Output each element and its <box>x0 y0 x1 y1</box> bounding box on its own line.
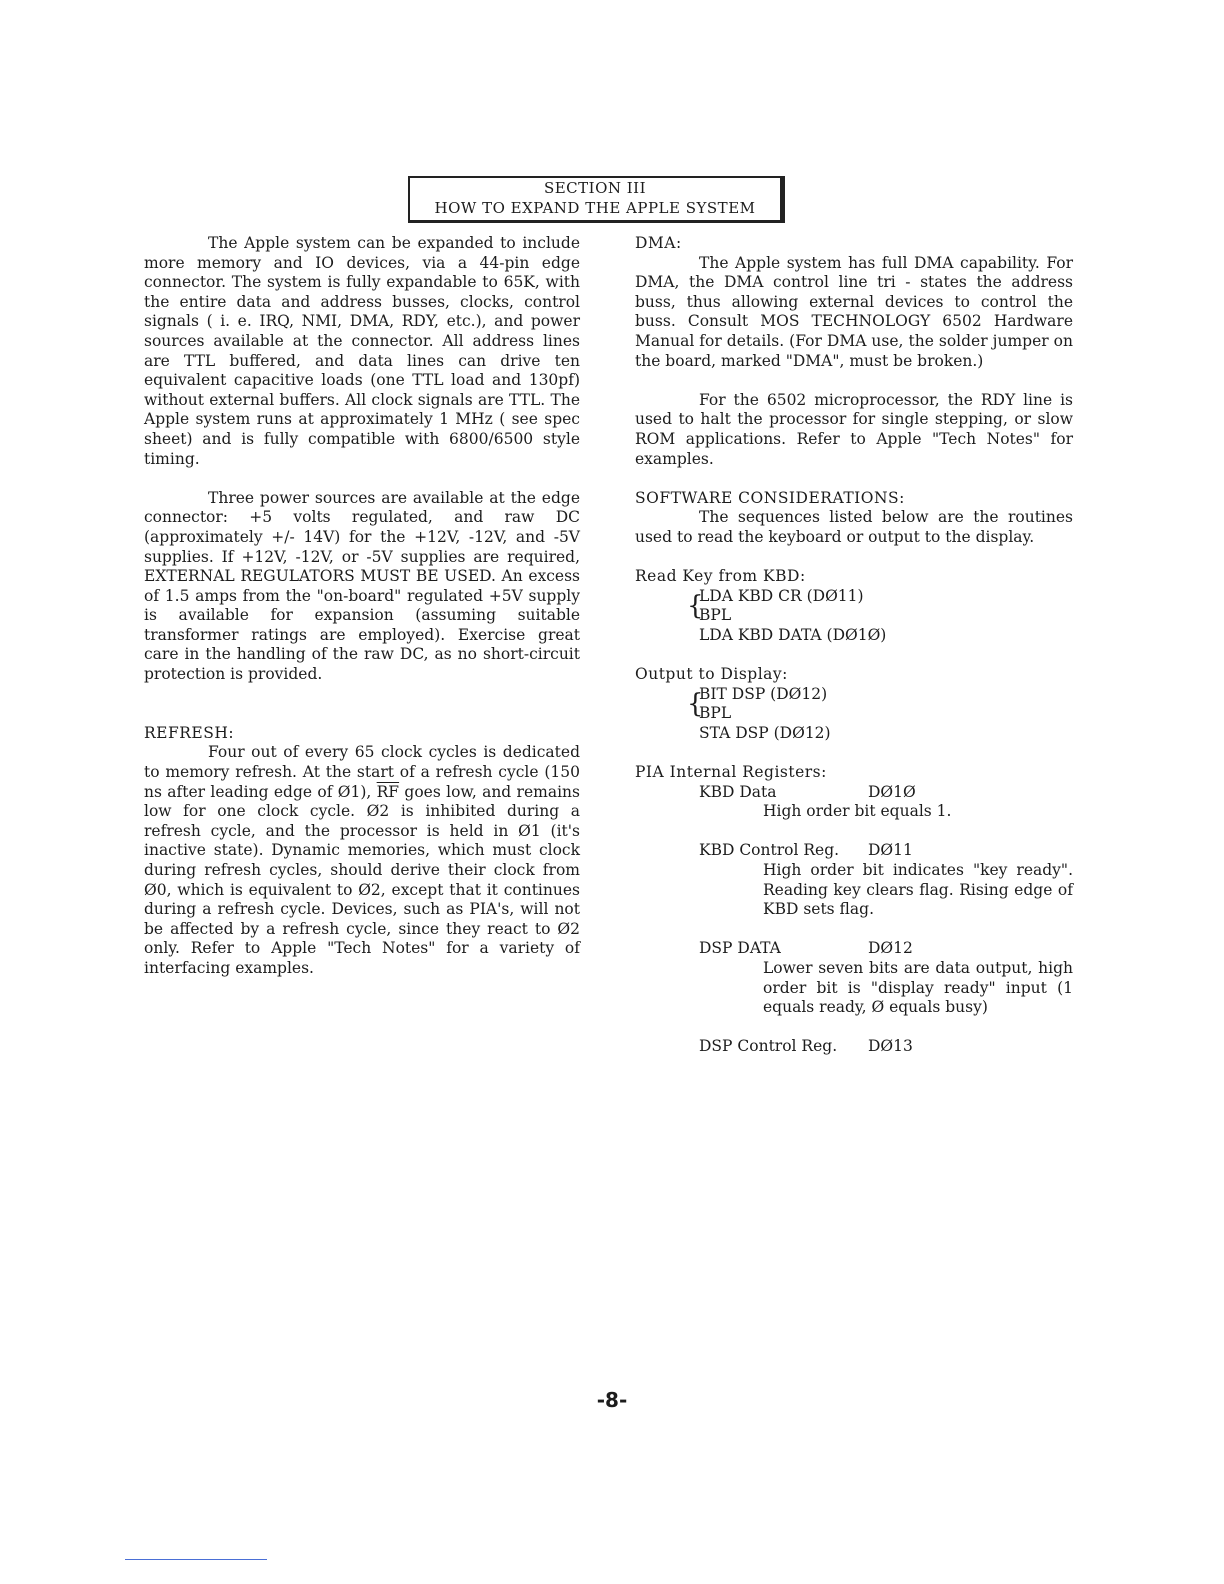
refresh-text-b: goes low, and remains low for one clock cycle. Ø2 is inhibited during a refresh cycle, and the processor is held in Ø1 (it's inactive state). Dynamic memories, which must clock during refresh cycles, should derive their clock from Ø0, which is equivalent to Ø2, except that it continues during a refresh cycle. Devices, such as PIA's, will not be affected by a refresh cycle, since they react to Ø2 only. Refer to Apple "Tech Notes" for a variety of interfacing examples. <box>144 782 580 977</box>
software-heading: SOFTWARE CONSIDERATIONS: <box>635 488 905 507</box>
left-column <box>144 234 580 979</box>
section-header-box <box>408 176 785 223</box>
register-description: High order bit equals 1. <box>763 802 952 821</box>
dma-paragraph: The Apple system has full DMA capability. For DMA, the DMA control line tri - states the address buss, thus allowing external devices to control the buss. Consult MOS TECHNOLOGY 6502 Hardware Manual for details. (For DMA use, the solder jumper on the board, marked "DMA", must be broken.) <box>635 253 1073 370</box>
register-entry <box>635 841 1073 919</box>
refresh-paragraph <box>144 743 580 978</box>
register-name: KBD Data <box>699 782 777 801</box>
register-entry <box>635 939 1073 1017</box>
register-address: DØ12 <box>868 939 913 958</box>
intro-paragraph: The Apple system can be expanded to include more memory and IO devices, via a 44-pin edge connector. The system is fully expandable to 65K, with the entire data and address busses, clocks, control signals ( i. e. IRQ, NMI, DMA, RDY, etc.), and power sources available at the connector. All address lines are TTL buffered, and data lines can drive ten equivalent capacitive loads (one TTL load and 130pf) without external buffers. All clock signals are TTL. The Apple system runs at approximately 1 MHz ( see spec sheet) and is fully compatible with 6800/6500 style timing. <box>144 234 580 468</box>
register-name: KBD Control Reg. <box>699 841 840 860</box>
register-name: DSP DATA <box>699 939 781 958</box>
rdy-paragraph: For the 6502 microprocessor, the RDY line is used to halt the processor for single stepping, or slow ROM applications. Refer to Apple "Tech Notes" for examples. <box>635 390 1073 468</box>
register-entry <box>635 783 1073 822</box>
register-entry <box>635 1037 1073 1057</box>
output-heading: Output to Display: <box>635 665 788 684</box>
section-title: HOW TO EXPAND THE APPLE SYSTEM <box>434 199 756 217</box>
read-key-code <box>635 587 1073 646</box>
loop-brace-icon: { <box>687 688 704 719</box>
refresh-heading: REFRESH: <box>144 723 235 742</box>
register-address: DØ11 <box>868 841 913 860</box>
register-address: DØ1Ø <box>868 782 916 801</box>
read-key-heading: Read Key from KBD: <box>635 567 806 586</box>
loop-brace-icon: { <box>687 590 704 621</box>
page-number: -8- <box>596 1388 628 1412</box>
register-description: High order bit indicates "key ready". Reading key clears flag. Rising edge of KBD sets flag. <box>763 861 1073 919</box>
code-line: BPL <box>699 606 732 625</box>
code-line: STA DSP (DØ12) <box>699 723 831 742</box>
code-line: BIT DSP (DØ12) <box>699 684 828 703</box>
software-paragraph: The sequences listed below are the routines used to read the keyboard or output to the display. <box>635 508 1073 546</box>
footer-rule <box>125 1559 267 1560</box>
section-number: SECTION III <box>543 179 647 197</box>
register-address: DØ13 <box>868 1037 913 1056</box>
refresh-text-a: Four out of every 65 clock cycles is dedicated to memory refresh. At the start of a refresh cycle (150 ns after leading edge of Ø1), <box>144 743 580 801</box>
pia-heading: PIA Internal Registers: <box>635 763 827 782</box>
output-code <box>635 685 1073 744</box>
code-line: BPL <box>699 704 732 723</box>
right-column <box>635 234 1073 1057</box>
register-description: Lower seven bits are data output, high order bit is "display ready" input (1 equals ready, Ø equals busy) <box>763 958 1073 1017</box>
code-line: LDA KBD DATA (DØ1Ø) <box>699 625 887 644</box>
code-line: LDA KBD CR (DØ11) <box>699 586 864 605</box>
refresh-rf-signal: $\overline{RF}$ <box>376 782 400 801</box>
power-paragraph: Three power sources are available at the edge connector: +5 volts regulated, and raw DC (approximately +/- 14V) for the +12V, -12V, and -5V supplies. If +12V, -12V, or -5V supplies are required, EXTERNAL REGULATORS MUST BE USED. An excess of 1.5 amps from the "on-board" regulated +5V supply is available for expansion (assuming suitable transformer ratings are employed). Exercise great care in the handling of the raw DC, as no short-circuit protection is provided. <box>144 488 580 684</box>
dma-heading: DMA: <box>635 234 682 252</box>
register-name: DSP Control Reg. <box>699 1037 838 1056</box>
